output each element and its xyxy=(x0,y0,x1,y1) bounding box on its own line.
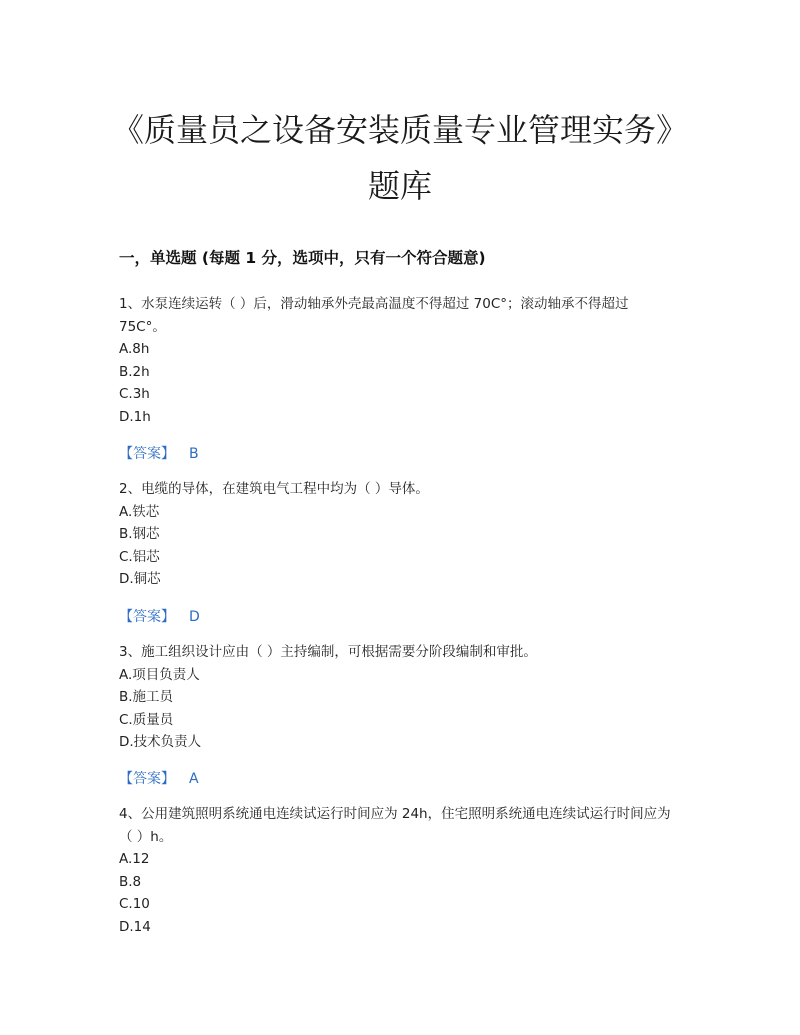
option-b: B.8 xyxy=(119,873,142,890)
option-a: A.项目负责人 xyxy=(119,666,200,683)
answer-label: 【答案】 xyxy=(119,771,175,787)
question-stem: 3、施工组织设计应由（ ）主持编制，可根据需要分阶段编制和审批。 xyxy=(119,644,537,660)
option-d: D.1h xyxy=(119,408,151,425)
option-a: A.8h xyxy=(119,341,150,357)
question-stem: 1、水泵连续运转（ ）后，滑动轴承外壳最高温度不得超过 70C°；滚动轴承不得超过 75C°。 xyxy=(119,296,629,335)
option-c: C.10 xyxy=(119,896,150,912)
answer-value: A xyxy=(189,771,199,787)
option-b: B.2h xyxy=(119,363,150,380)
question-stem: 2、电缆的导体，在建筑电气工程中均为（ ）导体。 xyxy=(119,481,429,497)
option-d: D.铜芯 xyxy=(119,571,161,587)
document-title: 《质量员之设备安装质量专业管理实务》题库 xyxy=(111,111,688,205)
option-d: D.14 xyxy=(119,918,151,935)
option-a: A.12 xyxy=(119,851,150,867)
answer-2 xyxy=(119,606,200,626)
section-heading: 一，单选题 (每题 1 分，选项中，只有一个符合题意) xyxy=(119,249,486,267)
option-c: C.3h xyxy=(119,386,150,402)
question-2 xyxy=(119,478,679,591)
answer-label: 【答案】 xyxy=(119,446,175,462)
option-a: A.铁芯 xyxy=(119,503,160,520)
answer-3 xyxy=(119,768,199,788)
answer-value: B xyxy=(189,446,199,462)
option-b: B.钢芯 xyxy=(119,526,160,542)
option-d: D.技术负责人 xyxy=(119,734,202,750)
question-stem: 4、公用建筑照明系统通电连续试运行时间应为 24h，住宅照明系统通电连续试运行时间应为（ ）h。 xyxy=(119,806,671,845)
answer-label: 【答案】 xyxy=(119,609,175,625)
answer-1 xyxy=(119,443,199,463)
question-1 xyxy=(119,293,679,428)
question-4 xyxy=(119,803,679,938)
option-c: C.铝芯 xyxy=(119,548,160,565)
option-c: C.质量员 xyxy=(119,711,174,728)
question-3 xyxy=(119,641,679,754)
option-b: B.施工员 xyxy=(119,689,174,705)
answer-value: D xyxy=(189,609,200,625)
